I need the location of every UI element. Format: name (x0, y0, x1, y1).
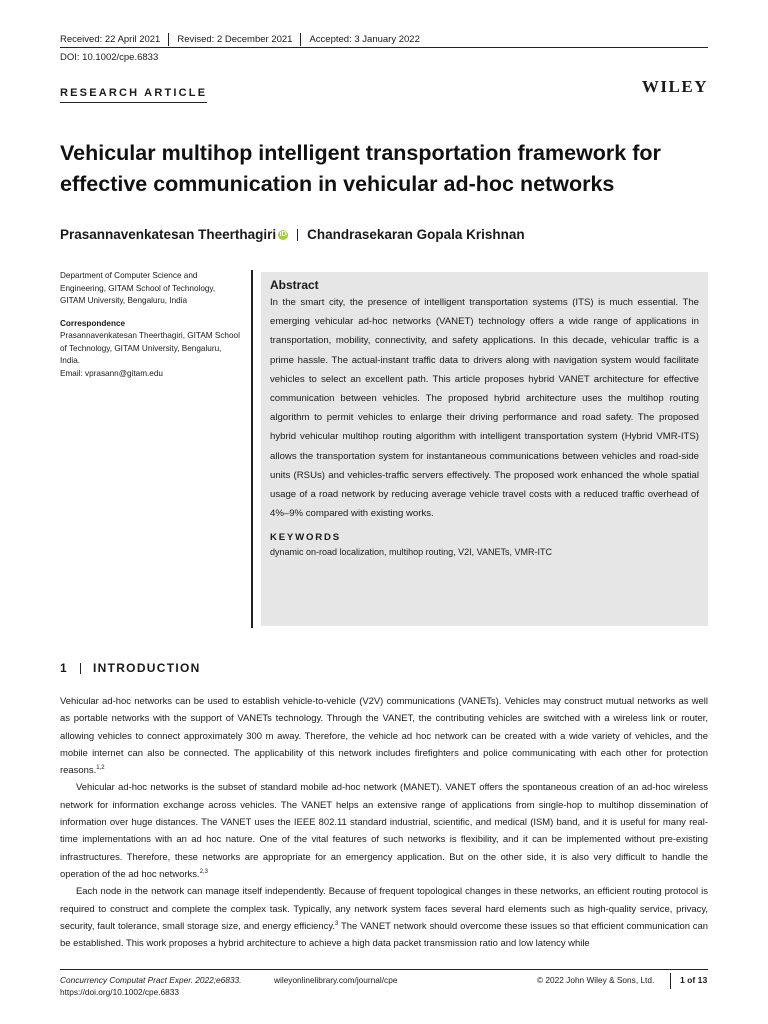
abstract-text: In the smart city, the presence of intelligent transportation systems (ITS) is much essential. The emerging vehicular ad-hoc networks (VANET) technology offers a wide range of applications in transportation, mobility, connectivity, and safety applications. In this decade, vehicular traffic is a prime hassle. The actual-instant traffic data to drivers along with navigation system would facilitate vehicles to select an excellent path. This article proposes hybrid VANET architecture for effective communication between vehicles. The proposed hybrid architecture uses the multihop routing algorithm to permit vehicles to enlarge their driving performance and road safety. The proposed hybrid vehicular multihop routing algorithm with intelligent transportation system (Hybrid VMR-ITS) allows the transportation system for instantaneous communications between vehicles and road-side units (RSUs) and vehicles-traffic servers effectively. The proposed work enhanced the whole spatial usage of a road network by reducing average vehicle travel costs with a reduced traffic overhead of 4%–9% compared with existing works. (270, 297, 699, 520)
doi-link[interactable]: https://doi.org/10.1002/cpe.6833 (60, 986, 180, 997)
article-type-label: RESEARCH ARTICLE (60, 87, 207, 103)
revised-date: Revised: 2 December 2021 (177, 34, 293, 45)
body-text (60, 693, 708, 952)
page-number: 1 of 13 (680, 975, 708, 985)
citation[interactable]: 1,2 (96, 765, 105, 772)
header-rule (60, 47, 708, 48)
publication-dates (60, 33, 420, 46)
publisher-logo: WILEY (641, 77, 708, 96)
paragraph: Vehicular ad-hoc networks can be used to establish vehicle-to-vehicle (V2V) communications (VANETs). Vehicles may construct mutual networks as well as portable networks with the support of VANETs technology. Through the VANET, the contributing vehicles are switched with a wireless link or router, allowing vehicles to connect approximately 300 m away. Therefore, the vehicle ad hoc network can be created with a wide variety of vehicles, and the mobile internet can also be connected. The applicability of this network includes firefighters and police communicating with each other for protection reasons.$^{1,2}$ (60, 696, 708, 777)
author-name[interactable]: Chandrasekaran Gopala Krishnan (307, 227, 525, 242)
affiliation-block (60, 270, 240, 380)
footer-citation (60, 975, 241, 998)
citation[interactable]: 2,3 (199, 868, 208, 875)
citation[interactable]: 3 (335, 920, 339, 927)
divider (80, 663, 81, 674)
abstract-divider (251, 270, 253, 628)
correspondence-email[interactable]: Email: vprasann@gitam.edu (60, 368, 163, 378)
affiliation: Department of Computer Science and Engineering, GITAM School of Technology, GITAM University, Bengaluru, India (60, 271, 216, 305)
doi[interactable]: DOI: 10.1002/cpe.6833 (60, 52, 159, 63)
divider (670, 973, 671, 989)
section-title: INTRODUCTION (92, 661, 201, 675)
article-title: Vehicular multihop intelligent transportation framework for effective communication in vehicular ad-hoc networks (60, 141, 661, 196)
received-date: Received: 22 April 2021 (60, 34, 161, 45)
keywords-list: dynamic on-road localization, multihop routing, V2I, VANETs, VMR-ITC (270, 547, 552, 558)
keywords-heading: KEYWORDS (270, 532, 341, 544)
section-number: 1 (60, 661, 68, 675)
divider (168, 33, 169, 46)
correspondence-heading: Correspondence (60, 318, 126, 328)
divider (300, 33, 301, 46)
copyright-notice: © 2022 John Wiley & Sons, Ltd. (537, 975, 655, 985)
journal-website-link[interactable]: wileyonlinelibrary.com/journal/cpe (274, 975, 398, 985)
accepted-date: Accepted: 3 January 2022 (309, 34, 420, 45)
paragraph: Vehicular ad-hoc networks is the subset of standard mobile ad-hoc network (MANET). VANET offers the spontaneous creation of an ad-hoc wireless network for information exchange across vehicles. The VANET helps an extensive range of applications from single-hop to multihop dissemination of information over huge distances. The VANET uses the IEEE 802.11 standard industrial, scientific, and medical (ISM) band, and it is useful for many real-time implementations with an ad hoc nature. One of the vital features of such networks is flexibility, and it can be implemented without pre-existing infrastructures. Therefore, these networks are appropriate for an emergency application. But on the other side, it is also very difficult to handle the operation of the ad hoc networks.$^{2,3}$ (60, 782, 708, 880)
footer-rule (60, 969, 708, 970)
correspondence-address: Prasannavenkatesan Theerthagiri, GITAM School of Technology, GITAM University, Bengaluru, India. (60, 331, 240, 365)
abstract-heading: Abstract (270, 278, 319, 292)
paragraph: Each node in the network can manage itself independently. Because of frequent topological changes in these networks, an efficient routing protocol is required to construct and complete the complex task. Typically, any network system faces several hard elements such as high-quality service, privacy, security, fault tolerance, small storage size, and energy efficiency.$^3$ The VANET network should overcome these issues so that efficient communication can be established. This work proposes a hybrid architecture to achieve a high data packet transmission ratio and low latency while (60, 886, 708, 950)
section-heading (60, 661, 201, 675)
orcid-icon[interactable]: iD (279, 230, 287, 238)
author-list (60, 227, 525, 242)
abstract-box (261, 272, 708, 626)
divider (297, 229, 298, 241)
author-name[interactable]: Prasannavenkatesan Theerthagiri (60, 227, 277, 242)
journal-citation: Concurrency Computat Pract Exper. 2022;e6833. (60, 975, 242, 985)
